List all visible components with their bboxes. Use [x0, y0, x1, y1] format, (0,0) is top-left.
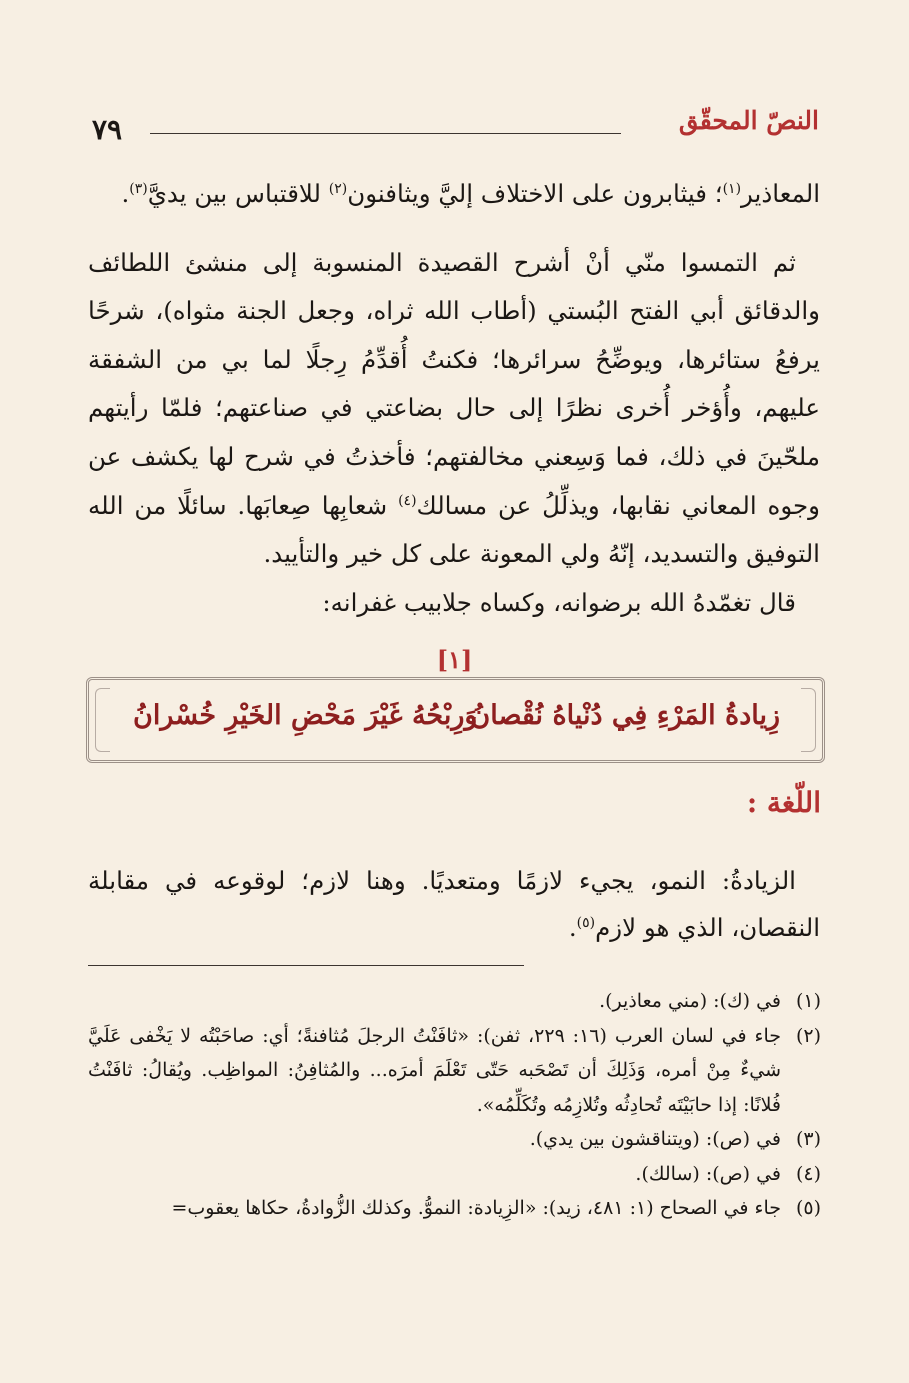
footnote-5 [88, 1191, 821, 1226]
footnote-ref-1[interactable]: (١) [722, 180, 742, 197]
footnote-number: (٣) [795, 1128, 821, 1150]
footnote-separator [88, 965, 524, 966]
footnote-4 [88, 1157, 821, 1192]
header-rule [150, 133, 621, 134]
verse-number: [١] [436, 645, 473, 674]
verse-first-hemistich: زِيادةُ المَرْءِ فِي دُنْياهُ نُقْصانُ [470, 700, 780, 731]
verse-frame [86, 677, 825, 763]
footnote-ref-3[interactable]: (٣) [129, 180, 148, 197]
footnote-2 [88, 1019, 821, 1123]
paragraph-1: المعاذير$^{(١)}$؛ فيثابرون على الاختلاف إليَّ ويثافنون$^{(٢)}$ للاقتباس بين يديَّ$^{(٣)}$. [121, 179, 820, 208]
footnote-number: (٤) [795, 1162, 821, 1185]
footnote-3 [88, 1122, 821, 1157]
paragraph-2: ثم التمسوا منّي أنْ أشرح القصيدة المنسوبة إلى منشئ اللطائف والدقائق أبي الفتح البُستي (أطاب الله ثراه، وجعل الجنة مثواه)، شرحًا يرفعُ ستائرها، ويوضِّحُ سرائرها؛ فكنتُ أُقدِّمُ رِجلًا لما بي من الشفقة عليهم، وأُؤخر أُخرى نظرًا إلى حال بضاعتي في صناعتهم؛ فلمّا رأيتهم ملحّينَ في ذلك، فما وَسِعني مخالفتهم؛ فأخذتُ في شرح لها يكشف عن وجوه المعاني نقابها، ويذلِّلُ عن مسالك$^{(٤)}$ شعابِها صِعابَها. سائلًا من الله التوفيق والتسديد، إنّهُ ولي المعونة على كل خير والتأييد. [88, 247, 820, 569]
footnote-text: في (ص): (ويتناقشون بين يدي). [529, 1128, 781, 1150]
footnote-text: جاء في لسان العرب (١٦: ٢٢٩، ثفن): «ثافَنْتُ الرجلَ مُثافنةً؛ أي: صاحَبْتُه لا يَخْفى عَلَيَّ شيءٌ مِنْ أمره، وَذَلِكَ أن تَصْحَبه حَتّى تَعْلَمَ أمرَه... والمُثافِنُ: المواظِب. ويُقالُ: ثافَنْتُ فُلانًا: إذا حابَيْتَه تُحادِثُه وتُلازِمُه وتُكَلِّمُه». [88, 1024, 781, 1116]
lexicon-text [88, 857, 820, 951]
footnote-text: في (ص): (سالك). [635, 1162, 781, 1185]
section-title-lexicon: اللّغة : [746, 786, 821, 819]
page-number: ٧٩ [92, 113, 123, 146]
footnote-number: (٢) [795, 1024, 821, 1047]
footnote-number: (١) [795, 990, 821, 1012]
main-text [88, 170, 820, 627]
footnote-ref-4[interactable]: (٤) [398, 492, 417, 509]
lexicon-paragraph: الزيادةُ: النمو، يجيء لازمًا ومتعديًا. وهنا لازم؛ لوقوعه في مقابلة النقصان، الذي هو لازم$^{(٥)}$. [88, 866, 820, 942]
footnote-text: في (ك): (مني معاذير). [599, 990, 781, 1012]
verse-second-hemistich: وَرِبْحُهُ غَيْرَ مَحْضِ الخَيْرِ خُسْرانُ [133, 700, 478, 731]
paragraph-3: قال تغمّدهُ الله برضوانه، وكساه جلابيب غفرانه: [322, 587, 796, 617]
footnote-ref-2[interactable]: (٢) [328, 180, 348, 197]
footnote-number: (٥) [795, 1197, 821, 1219]
footnote-1 [88, 984, 821, 1019]
footnotes [88, 984, 821, 1226]
footnote-text: جاء في الصحاح (١: ٤٨١، زيد): «الزِيادة: النموُّ. وكذلك الزُّوادةُ، حكاها يعقوب= [171, 1197, 781, 1219]
footnote-ref-5[interactable]: (٥) [576, 914, 596, 931]
running-header-title: النصّ المحقّق [678, 106, 819, 135]
